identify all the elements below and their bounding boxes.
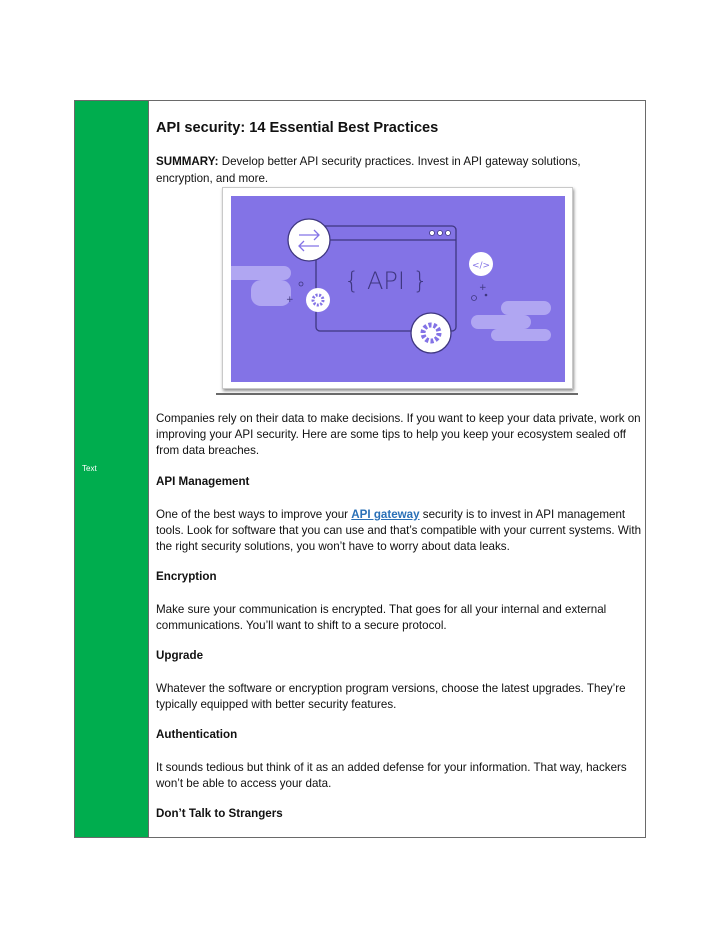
summary-text: Develop better API security practices. Invest in API gateway solutions, encryption, and more. <box>156 155 581 185</box>
api-management-paragraph <box>156 507 642 555</box>
heading-upgrade: Upgrade <box>156 649 204 662</box>
hero-image-frame <box>222 187 573 389</box>
heading-api-management: API Management <box>156 475 250 488</box>
summary-paragraph <box>156 153 626 187</box>
heading-dont-talk-to-strangers: Don’t Talk to Strangers <box>156 807 283 820</box>
content-cell <box>149 101 645 837</box>
svg-text:</>: </> <box>471 261 491 271</box>
svg-text:{ API }: { API } <box>344 267 428 295</box>
heading-encryption: Encryption <box>156 570 217 583</box>
api-illustration-icon <box>231 196 565 382</box>
intro-paragraph: Companies rely on their data to make decisions. If you want to keep your data private, work on improving your API security. Here are some tips to help you keep your ecosystem sealed off from data breaches. <box>156 412 641 457</box>
api-management-text-a: One of the best ways to improve your <box>156 508 352 521</box>
document-table <box>74 100 646 838</box>
api-management-text-b: security is to invest in API management tools. Look for software that you can use and that’s compatible with your current systems. With the right security solutions, you won’t have to worry about data leaks. <box>156 508 642 553</box>
article-title: API security: 14 Essential Best Practices <box>156 120 439 136</box>
sidebar-label: Text <box>82 464 97 473</box>
svg-text:+: + <box>479 283 487 293</box>
hero-image <box>231 196 565 382</box>
api-gateway-link[interactable]: API gateway <box>351 508 420 521</box>
sidebar-cell <box>75 101 149 837</box>
svg-text:+: + <box>286 295 294 305</box>
encryption-paragraph: Make sure your communication is encrypted. That goes for all your internal and external communications. You’ll want to shift to a secure protocol. <box>156 603 607 632</box>
authentication-paragraph: It sounds tedious but think of it as an added defense for your information. That way, hackers won’t be able to access your data. <box>156 761 627 790</box>
summary-label: SUMMARY: <box>156 155 219 168</box>
heading-authentication: Authentication <box>156 728 238 741</box>
image-underline-divider <box>216 393 578 395</box>
upgrade-paragraph: Whatever the software or encryption program versions, choose the latest upgrades. They’re typically equipped with better security features. <box>156 682 626 711</box>
